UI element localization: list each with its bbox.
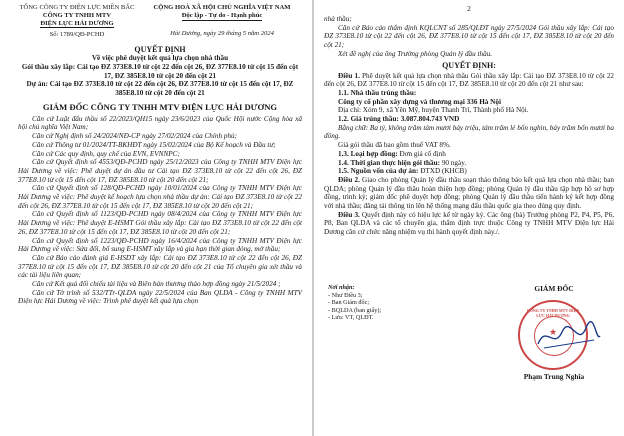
- contract-type-value: Đơn giá cố định: [399, 149, 446, 158]
- appraisal-citation: Căn cứ Báo cáo thẩm định KQLCNT số 285/QLĐT ngày 27/5/2024 Gói thầu xây lắp: Cải tạo ĐZ 373E8.10 từ cột 22 đến cột 26, ĐZ 377E8.10 từ cột 15 đến cột 17, ĐZ 385E8.10 từ cột 20 đến cột 21;: [324, 23, 614, 50]
- duration-value: 90 ngày.: [441, 158, 467, 167]
- duration-label: 1.4. Thời gian thực hiện gói thầu:: [338, 158, 442, 167]
- citation: Căn cứ Quyết định số 1123/QĐ-PCHD ngày 08/4/2024 của Công ty TNHH MTV Điện lực Hải Dương về việc: Phê duyệt E-HSMT Gói thầu xây lắp: Cải tạo ĐZ 373E8.10 từ cột 22 đến cột 26, ĐZ 377E8.10 từ cột 15 đến cột 17, ĐZ 385E8.10 từ cột 20 đến cột 21;: [18, 210, 302, 236]
- signature-scribble: [534, 318, 604, 354]
- citation: Căn cứ Các quy định, quy chế của EVN, EVNNPC;: [32, 149, 180, 158]
- carry-over-text: nhà thầu;: [324, 15, 352, 23]
- section-1-1: 1.1. Nhà thầu trúng thầu:: [338, 88, 417, 97]
- document-subtitle: Về việc phê duyệt kết quả lựa chọn nhà thầu: [91, 54, 229, 63]
- page-number: 2: [467, 4, 471, 13]
- issue-date: Hải Dương, ngày 29 tháng 5 năm 2024: [170, 29, 274, 37]
- recipients-title: Nơi nhận:: [328, 284, 355, 291]
- recipient-item: - Lưu: VT, QLĐT.: [328, 314, 374, 322]
- legal-citations: [18, 115, 302, 306]
- signer-title: GIÁM ĐỐC: [534, 284, 574, 293]
- request-citation: Xét đề nghị của ông Trưởng phòng Quản lý đầu thầu.: [338, 49, 493, 58]
- national-title: CỘNG HOÀ XÃ HỘI CHỦ NGHĨA VIỆT NAM: [153, 4, 291, 11]
- article-3: [324, 211, 614, 237]
- contractor-address: Địa chỉ: Xóm 9, xã Yên Mỹ, huyện Thanh Trì, Thành phố Hà Nội.: [338, 106, 529, 115]
- section-1-4: [324, 159, 614, 168]
- seal-star-icon: ★: [548, 327, 558, 337]
- article-1-text: Phê duyệt kết quả lựa chọn nhà thầu Gói thầu xây lắp: Cải tạo ĐZ 373E8.10 từ cột 22 đến cột 26, ĐZ 377E8.10 từ cột 15 đến cột 17, ĐZ 385E8.10 từ cột 20 đến cột 21 như sau:: [324, 71, 615, 89]
- funding-value: ĐTXD (KHCB): [420, 167, 467, 176]
- price-in-words: Bằng chữ: Ba tỷ, không trăm tám mươi bảy triệu, tám trăm lẻ bốn nghìn, bảy trăm bốn mươi ba đồng.: [324, 123, 614, 141]
- section-1-3: [324, 150, 614, 159]
- article-2-label: Điều 2.: [338, 175, 360, 184]
- article-1-label: Điều 1.: [338, 71, 360, 80]
- signer-name: Phạm Trung Nghĩa: [523, 372, 585, 381]
- package-name: Gói thầu xây lắp: Cải tạo ĐZ 373E8.10 từ cột 22 đến cột 26, ĐZ 377E8.10 từ cột 15 đến cột 17, ĐZ 385E8.10 từ cột 20 đến cột 21: [21, 62, 299, 80]
- document-header: [18, 4, 302, 39]
- bid-price-label: 1.2. Giá trúng thầu:: [338, 115, 401, 124]
- article-2: [324, 176, 614, 211]
- contract-type-label: 1.3. Loại hợp đồng:: [338, 149, 400, 158]
- citation: Căn cứ Nghị định số 24/2024/NĐ-CP ngày 27/02/2024 của Chính phủ;: [32, 132, 238, 141]
- funding-label: 1.5. Nguồn vốn của dự án:: [338, 167, 421, 176]
- citation: Căn cứ Quyết định số 1223/QĐ-PCHD ngày 16/4/2024 của Công ty TNHH MTV Điện lực Hải Dương về việc: Sửa đổi, bổ sung E-HSMT xây lắp và gia hạn thời gian đóng, mở thầu;: [18, 236, 302, 254]
- article-3-text: Quyết định này có hiệu lực kể từ ngày ký. Các ông (bà) Trưởng phòng P2, P4, P5, P6, P8, Ban QLDA và các tổ chuyên gia, thẩm định trực thuộc Công ty TNHH MTV Điện lực Hải Dương căn cứ chức năng nhiệm vụ thi hành quyết định này./.: [324, 210, 615, 237]
- citation: Căn cứ Quyết định số 128/QĐ-PCHD ngày 10/01/2024 của Công ty TNHH MTV Điện lực Hải Dương về việc: Phê duyệt kế hoạch lựa chọn nhà thầu dự án: Cải tạo ĐZ 373E8.10 từ cột 22 đến cột 26, ĐZ 377E8.10 từ cột 15 đến cột 17, ĐZ 385E8.10 từ cột 20 đến cột 21;: [18, 184, 302, 210]
- national-motto: Độc lập - Tự do - Hạnh phúc: [181, 11, 263, 19]
- recipient-item: - Ban Giám đốc;: [328, 299, 370, 307]
- issuer-block: [18, 4, 136, 39]
- decision-page-2: [314, 0, 624, 436]
- citation: Căn cứ Báo cáo đánh giá E-HSDT xây lắp: Cải tạo ĐZ 373E8.10 từ cột 22 đến cột 26, ĐZ 377E8.10 từ cột 15 đến cột 17, ĐZ 385E8.10 từ cột 20 đến cột 21 của Tổ chuyên gia xét thầu và các tài liệu liên quan;: [18, 253, 302, 280]
- issuer-parent: TỔNG CÔNG TY ĐIỆN LỰC MIỀN BẮC: [19, 4, 135, 11]
- article-2-text: Giao cho phòng Quản lý đầu thầu soạn thảo thông báo kết quả lựa chọn nhà thầu; ban QLDA; phòng Quản lý đầu thầu hoàn thiện hợp đồng; phòng Quản lý đầu thầu tập hợp hồ sơ hợp đồng, trình ký; giám đốc phê duyệt hợp đồng; phòng Quản lý đầu thầu tiến hành ký kết hợp đồng với nhà thầu; đăng tải thông tin lên hệ thống mạng đấu thầu quốc gia theo đúng quy định.: [324, 175, 614, 211]
- article-3-label: Điều 3.: [338, 210, 360, 219]
- citation: Căn cứ Kết quả đối chiếu tài liệu và Biên bản thương thảo hợp đồng ngày 21/5/2024 ;: [32, 280, 281, 289]
- project-name: Dự án: Cải tạo ĐZ 373E8.10 từ cột 22 đến cột 26, ĐZ 377E8.10 từ cột 15 đến cột 17, ĐZ 385E8.10 từ cột 20 đến cột 21: [26, 80, 294, 97]
- winning-contractor: Công ty cổ phần xây dựng và thương mại 336 Hà Nội: [338, 97, 501, 106]
- national-motto-block: [142, 4, 302, 39]
- document-title: QUYẾT ĐỊNH: [134, 45, 186, 55]
- issuer-company: CÔNG TY TNHH MTV: [42, 11, 112, 19]
- recipients-block: [328, 284, 381, 322]
- vat-note: Giá gói thầu đã bao gồm thuế VAT 8%.: [338, 141, 451, 150]
- issuer-company-sub: ĐIỆN LỰC HẢI DƯƠNG: [40, 19, 114, 27]
- recipient-item: - Như Điều 3;: [328, 291, 363, 299]
- citation: Căn cứ Luật đấu thầu số 22/2023/QH15 ngày 23/6/2023 của Quốc Hội nước Cộng hòa xã hội chủ nghĩa Việt Nam;: [18, 114, 302, 132]
- signature-block: [494, 284, 614, 293]
- seal-text: CÔNG TY TNHH MTV ĐIỆN LỰC HẢI DƯƠNG: [526, 308, 580, 318]
- bid-price-value: 3.087.804.743 VND: [400, 115, 460, 124]
- recipient-item: - BQLDA (ban giấy);: [328, 306, 382, 314]
- citation: Căn cứ Tờ trình số 532/TTr-QLDA ngày 22/5/2024 của Ban QLDA - Công ty TNHH MTV Điện lực Hải Dương về việc: Trình phê duyệt kết quả lựa chọn: [18, 288, 302, 306]
- section-1-2: [324, 115, 614, 124]
- decides-heading: QUYẾT ĐỊNH:: [442, 60, 496, 70]
- citation: Căn cứ Thông tư 01/2024/TT-BKHĐT ngày 15/02/2024 của Bộ Kế hoạch và Đầu tư;: [32, 140, 276, 149]
- director-heading: GIÁM ĐỐC CÔNG TY TNHH MTV ĐIỆN LỰC HẢI DƯƠNG: [42, 101, 278, 112]
- document-number: Số: 1789/QĐ-PCHD: [49, 31, 105, 39]
- citation: Căn cứ Quyết định số 4553/QĐ-PCHD ngày 25/12/2023 của Công ty TNHH MTV Điện lực Hải Dương về việc: Phê duyệt dự án đầu tư Cải tạo ĐZ 373E8.10 từ cột 22 đến cột 26, ĐZ 377E8.10 từ cột 15 đến cột 17, ĐZ 385E8.10 từ cột 20 đến cột 21;: [18, 158, 302, 184]
- article-1: [324, 72, 614, 89]
- section-1-5: [324, 167, 614, 176]
